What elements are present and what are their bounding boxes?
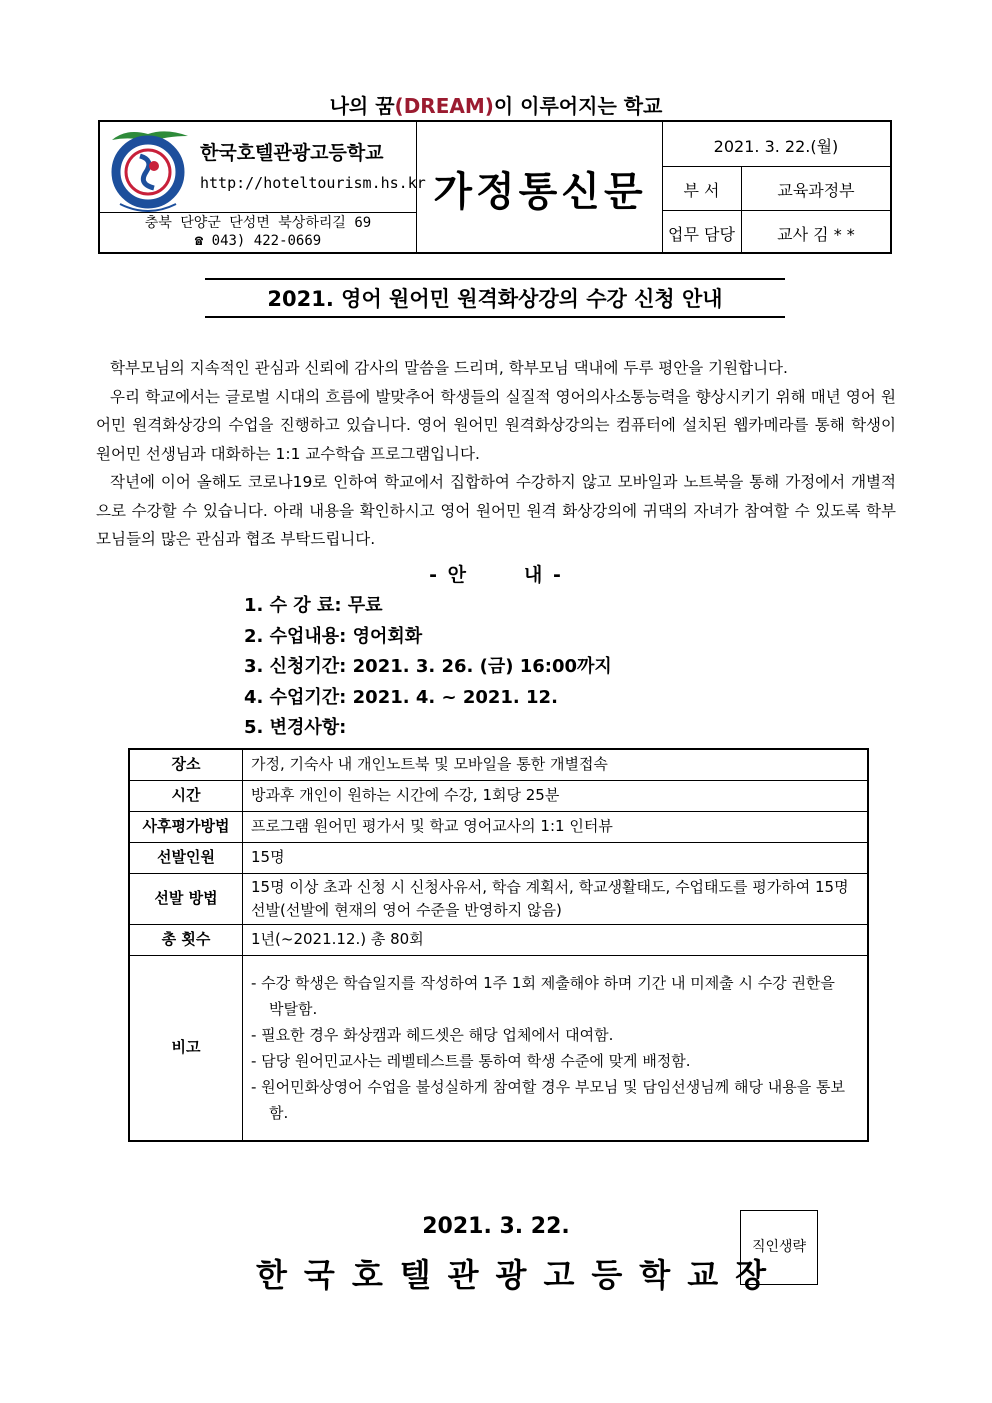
remarks-list	[251, 970, 845, 1126]
row-key: 총 횟수	[129, 924, 243, 955]
guide-item: 3. 신청기간: 2021. 3. 26. (금) 16:00까지	[244, 656, 612, 677]
intro-paragraph: 우리 학교에서는 글로벌 시대의 흐름에 발맞추어 학생들의 실질적 영어의사소통능력을 향상시키기 위해 매년 영어 원어민 원격화상강의 수업을 진행하고 있습니다. 영어 원어민 원격화상강의는 컴퓨터에 설치된 웹카메라를 통해 학생이 원어민 선생님과 대화하는 1:1 교수학습 프로그램입니다.	[96, 387, 896, 463]
school-url[interactable]: http://hoteltourism.hs.kr	[200, 174, 426, 192]
table-row	[129, 780, 868, 811]
dept-value: 교육과정부	[777, 181, 855, 200]
list-item: - 수강 학생은 학습일지를 작성하여 1주 1회 제출해야 하며 기간 내 미제출 시 수강 권한을 박탈함.	[251, 973, 835, 1018]
guide-item: 1. 수 강 료: 무료	[244, 595, 383, 616]
guide-heading: - 안 내 -	[429, 564, 563, 586]
row-value: 1년(~2021.12.) 총 80회	[243, 924, 869, 955]
row-key: 장소	[129, 749, 243, 780]
issue-date: 2021. 3. 22.(월)	[713, 137, 839, 156]
table-row	[129, 842, 868, 873]
row-value: 15명	[243, 842, 869, 873]
details-table	[128, 748, 869, 1142]
letter-header	[98, 120, 892, 254]
guide-items	[244, 591, 612, 744]
footer-date: 2021. 3. 22.	[422, 1214, 570, 1239]
row-value: 방과후 개인이 원하는 시간에 수강, 1회당 25분	[243, 780, 869, 811]
seal-box: 직인생략	[740, 1210, 818, 1285]
school-motto: 나의 꿈(DREAM)이 이루어지는 학교	[329, 94, 663, 118]
table-row	[129, 749, 868, 780]
intro-paragraph: 학부모님의 지속적인 관심과 신뢰에 감사의 말씀을 드리며, 학부모님 댁내에 두루 평안을 기원합니다.	[110, 359, 788, 377]
row-value: 가정, 기숙사 내 개인노트북 및 모바일을 통한 개별접속	[243, 749, 869, 780]
manager-label: 업무 담당	[668, 225, 735, 244]
list-item: - 담당 원어민교사는 레벨테스트를 통하여 학생 수준에 맞게 배정함.	[251, 1051, 691, 1070]
document-title: 가정통신문	[433, 168, 647, 215]
row-key: 시간	[129, 780, 243, 811]
school-phone: ☎ 043) 422-0669	[194, 233, 322, 249]
table-row	[129, 955, 868, 1141]
intro-paragraph: 작년에 이어 올해도 코로나19로 인하여 학교에서 집합하여 수강하지 않고 모바일과 노트북을 통해 가정에서 개별적으로 수강할 수 있습니다. 아래 내용을 확인하시고 영어 원어민 원격 화상강의에 귀댁의 자녀가 참여할 수 있도록 학부모님들의 많은 관심과 협조 부탁드립니다.	[96, 473, 896, 548]
list-item: - 원어민화상영어 수업을 불성실하게 참여할 경우 부모님 및 담임선생님께 해당 내용을 통보함.	[251, 1077, 845, 1122]
row-key: 비고	[129, 955, 243, 1141]
guide-item: 2. 수업내용: 영어회화	[244, 625, 423, 647]
row-value: 15명 이상 초과 신청 시 신청사유서, 학습 계획서, 학교생활태도, 수업태도를 평가하여 15명 선발(선발에 현재의 영어 수준을 반영하지 않음)	[243, 873, 869, 924]
school-name: 한국호텔관광고등학교	[200, 142, 384, 164]
list-item: - 필요한 경우 화상캠과 헤드셋은 해당 업체에서 대여함.	[251, 1025, 614, 1044]
table-row	[129, 873, 868, 924]
row-key: 선발 방법	[129, 873, 243, 924]
row-key: 선발인원	[129, 842, 243, 873]
table-row	[129, 811, 868, 842]
row-value: 프로그램 원어민 평가서 및 학교 영어교사의 1:1 인터뷰	[243, 811, 869, 842]
notice-title: 2021. 영어 원어민 원격화상강의 수강 신청 안내	[205, 278, 785, 318]
school-address: 충북 단양군 단성면 북상하리길 69 ☎ 043) 422-0669	[100, 214, 416, 250]
row-key: 사후평가방법	[129, 811, 243, 842]
table-row	[129, 924, 868, 955]
manager-value: 교사 김 * *	[777, 225, 855, 244]
motto-highlight: (DREAM)	[394, 94, 494, 118]
guide-item: 4. 수업기간: 2021. 4. ~ 2021. 12.	[244, 686, 558, 708]
principal-signature: 한국호텔관광고등학교장	[256, 1256, 784, 1294]
dept-label: 부 서	[683, 181, 720, 200]
guide-item: 5. 변경사항:	[244, 717, 347, 738]
school-logo-icon	[106, 126, 190, 212]
intro-text	[96, 354, 896, 554]
